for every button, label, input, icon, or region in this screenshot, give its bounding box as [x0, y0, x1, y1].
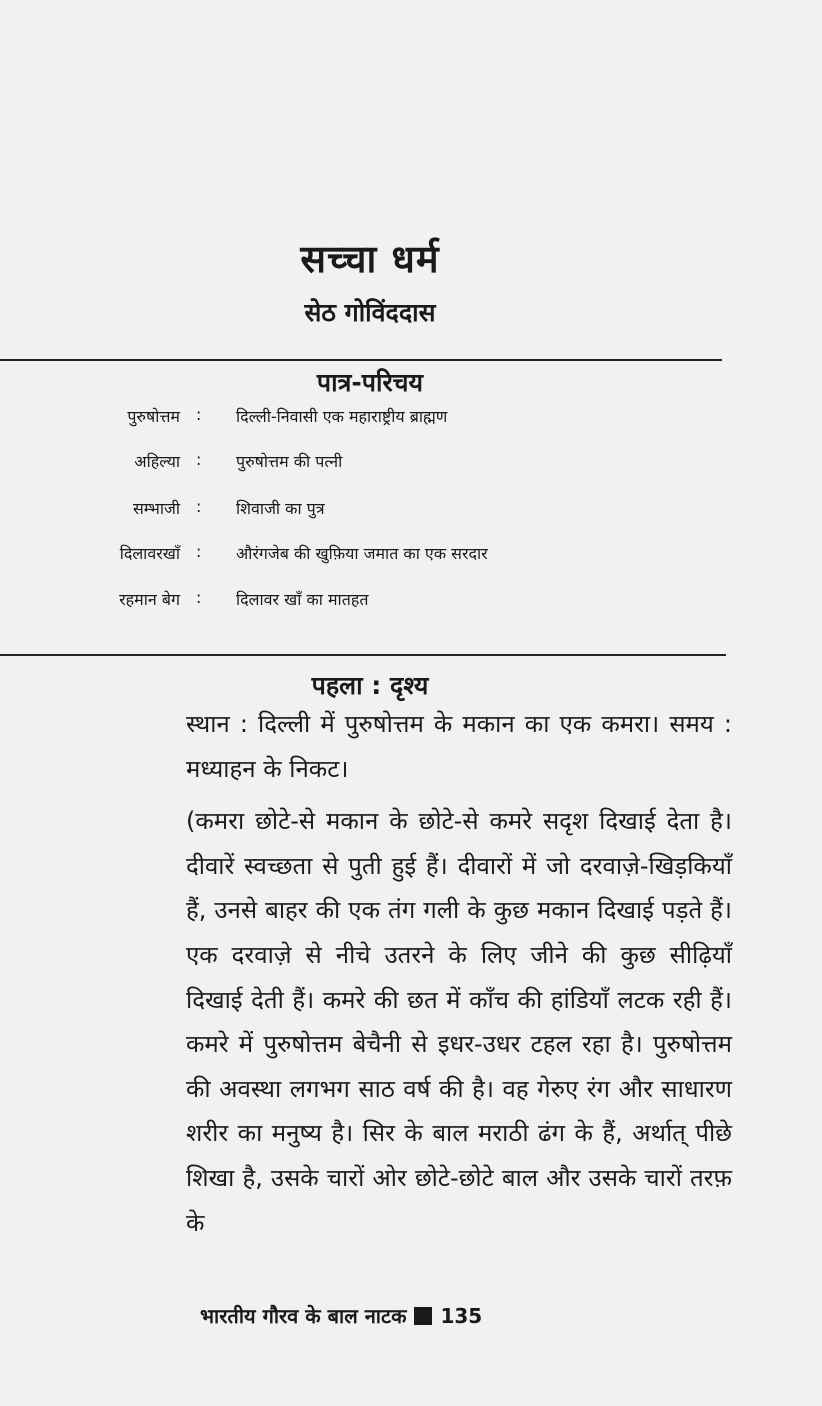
divider-bottom [0, 654, 726, 656]
divider-top [0, 359, 722, 361]
character-row [0, 405, 740, 445]
character-name: अहिल्या [134, 452, 180, 471]
characters-heading: पात्र-परिचय [316, 368, 424, 397]
character-description: दिलावर खाँ का मातहत [236, 590, 369, 609]
character-name: दिलावरखाँ [119, 544, 180, 563]
character-name: पुरुषोत्तम [127, 407, 180, 426]
page-footer [200, 1302, 482, 1329]
scene-body [186, 702, 732, 1245]
character-row [0, 542, 740, 582]
character-description: पुरुषोत्तम की पत्नी [236, 452, 343, 471]
book-title: भारतीय गौरव के बाल नाटक [200, 1304, 407, 1328]
character-row [0, 588, 740, 628]
character-separator: : [196, 405, 202, 424]
character-separator: : [196, 450, 202, 469]
scene-heading: पहला : दृश्य [311, 671, 429, 700]
character-separator: : [196, 497, 202, 516]
character-name: सम्भाजी [132, 499, 180, 518]
character-description: औरंगजेब की खुफ़िया जमात का एक सरदार [236, 544, 488, 563]
character-separator: : [196, 542, 202, 561]
stage-direction: (कमरा छोटे-से मकान के छोटे-से कमरे सदृश दिखाई देता है। दीवारें स्वच्छता से पुती हुई हैं। दीवारों में जो दरवाज़े-खिड़कियाँ हैं, उनसे बाहर की एक तंग गली के कुछ मकान दिखाई पड़ते हैं। एक दरवाज़े से नीचे उतरने के लिए जीने की कुछ सीढ़ियाँ दिखाई देती हैं। कमरे की छत में काँच की हांडियाँ लटक रही हैं। कमरे में पुरुषोत्तम बेचैनी से इधर-उधर टहल रहा है। पुरुषोत्तम की अवस्था लगभग साठ वर्ष की है। वह गेरुए रंग और साधारण शरीर का मनुष्य है। सिर के बाल मराठी ढंग के हैं, अर्थात् पीछे शिखा है, उसके चारों ओर छोटे-छोटे बाल और उसके चारों तरफ़ के [186, 807, 732, 1237]
square-bullet-icon [414, 1307, 432, 1325]
character-row [0, 450, 740, 490]
play-title: सच्चा धर्म [300, 237, 440, 281]
character-row [0, 497, 740, 537]
character-name: रहमान बेग [119, 590, 180, 609]
character-description: दिल्ली-निवासी एक महाराष्ट्रीय ब्राह्मण [236, 407, 448, 426]
author-name: सेठ गोविंददास [304, 298, 436, 327]
page-number: 135 [440, 1303, 483, 1328]
character-separator: : [196, 588, 202, 607]
character-description: शिवाजी का पुत्र [236, 499, 325, 518]
scene-setting: स्थान : दिल्ली में पुरुषोत्तम के मकान का एक कमरा। समय : मध्याहन के निकट। [186, 710, 732, 783]
